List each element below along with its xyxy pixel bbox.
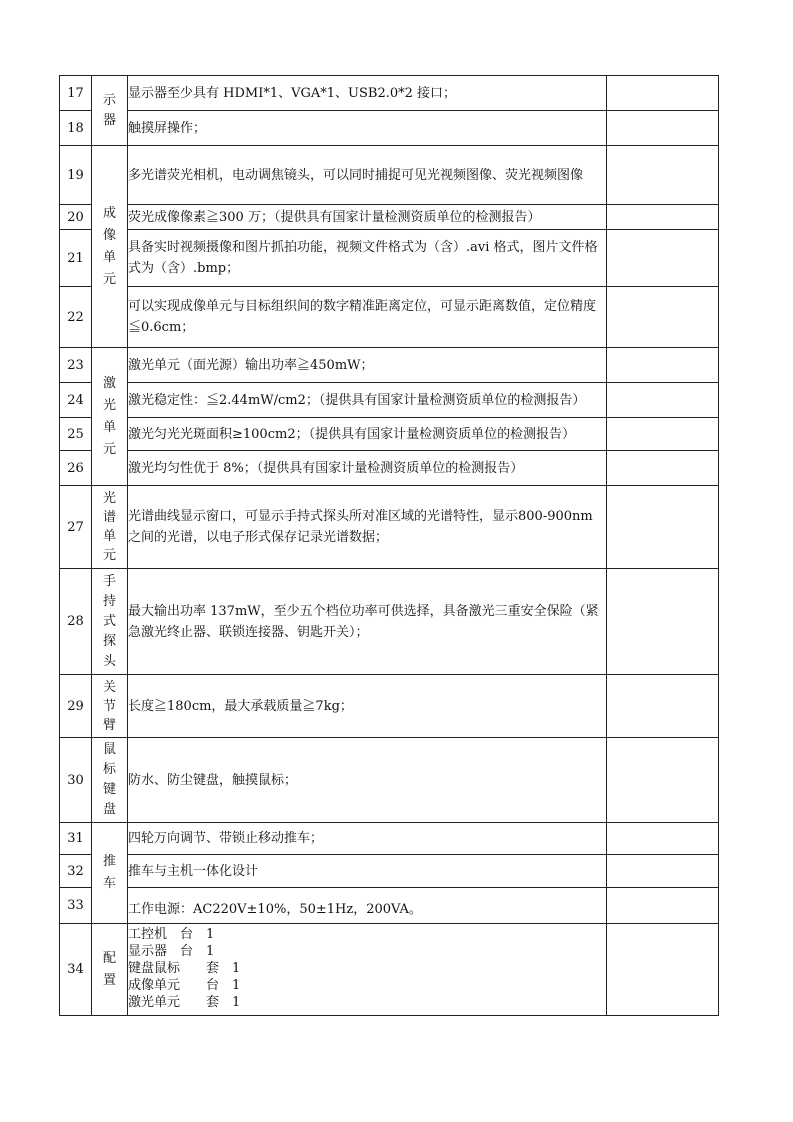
spec-table: [59, 75, 719, 1016]
spec-text: 触摸屏操作；: [128, 111, 607, 146]
spec-text: 激光稳定性：≦2.44mW/cm2；（提供具有国家计量检测资质单位的检测报告）: [128, 383, 607, 418]
row-number: 31: [60, 823, 92, 855]
row-number: 25: [60, 418, 92, 451]
category-label: 激光单元: [102, 375, 116, 457]
remark-cell: [607, 76, 719, 111]
table-row: [60, 111, 719, 146]
table-row: [60, 146, 719, 205]
remark-cell: [607, 738, 719, 823]
spec-text: 显示器至少具有 HDMI*1、VGA*1、USB2.0*2 接口；: [128, 76, 607, 111]
category-label: 鼠标键盘: [102, 742, 116, 817]
row-number: 22: [60, 287, 92, 348]
table-row: [60, 888, 719, 924]
remark-cell: [607, 569, 719, 675]
table-row: [60, 451, 719, 486]
spec-text: 可以实现成像单元与目标组织间的数字精准距离定位，可显示距离数值，定位精度≦0.6cm；: [128, 287, 607, 348]
config-item: 激光单元 套 1: [128, 995, 241, 1010]
category-keyboard: [92, 738, 128, 823]
spec-text: 工作电源：AC220V±10%，50±1Hz，200VA。: [128, 888, 607, 924]
row-number: 28: [60, 569, 92, 675]
spec-text: 光谱曲线显示窗口，可显示手持式探头所对准区域的光谱特性，显示800-900nm 之间的光谱，以电子形式保存记录光谱数据；: [128, 486, 607, 569]
spec-text: 防水、防尘键盘，触摸鼠标；: [128, 738, 607, 823]
spec-text: 激光单元（面光源）输出功率≧450mW；: [128, 348, 607, 383]
row-number: 33: [60, 888, 92, 924]
category-arm: [92, 675, 128, 738]
spec-text: 推车与主机一体化设计: [128, 855, 607, 888]
remark-cell: [607, 451, 719, 486]
remark-cell: [607, 348, 719, 383]
row-number: 20: [60, 205, 92, 230]
remark-cell: [607, 230, 719, 287]
category-laser: [92, 348, 128, 486]
category-cart: [92, 823, 128, 924]
row-number: 17: [60, 76, 92, 111]
spec-text: 荧光成像像素≧300 万；（提供具有国家计量检测资质单位的检测报告）: [128, 205, 607, 230]
category-label: 成像单元: [102, 205, 116, 287]
config-item: 显示器 台 1: [128, 944, 215, 959]
table-row: [60, 383, 719, 418]
category-label: 配置: [102, 950, 116, 988]
table-row: [60, 855, 719, 888]
row-number: 27: [60, 486, 92, 569]
spec-text: 最大输出功率 137mW，至少五个档位功率可供选择，具备激光三重安全保险（紧急激光终止器、联锁连接器、钥匙开关）；: [128, 569, 607, 675]
category-label: 手持式探头: [102, 573, 116, 669]
category-spectrum: [92, 486, 128, 569]
remark-cell: [607, 418, 719, 451]
table-row: [60, 418, 719, 451]
row-number: 32: [60, 855, 92, 888]
table-row: [60, 823, 719, 855]
category-imaging: [92, 146, 128, 348]
row-number: 19: [60, 146, 92, 205]
row-number: 21: [60, 230, 92, 287]
row-number: 26: [60, 451, 92, 486]
table-row: [60, 486, 719, 569]
remark-cell: [607, 205, 719, 230]
row-number: 34: [60, 924, 92, 1016]
remark-cell: [607, 675, 719, 738]
table-row: [60, 230, 719, 287]
table-row: [60, 76, 719, 111]
category-display: [92, 76, 128, 146]
remark-cell: [607, 146, 719, 205]
table-row: [60, 738, 719, 823]
remark-cell: [607, 888, 719, 924]
table-row: [60, 348, 719, 383]
spec-text: 多光谱荧光相机，电动调焦镜头，可以同时捕捉可见光视频图像、荧光视频图像: [128, 146, 607, 205]
remark-cell: [607, 924, 719, 1016]
row-number: 18: [60, 111, 92, 146]
config-item: 工控机 台 1: [128, 927, 215, 942]
spec-text: 长度≧180cm，最大承载质量≧7kg；: [128, 675, 607, 738]
table-row: [60, 205, 719, 230]
spec-text: 激光匀光光斑面积≥100cm2；（提供具有国家计量检测资质单位的检测报告）: [128, 418, 607, 451]
config-item: 键盘鼠标 套 1: [128, 961, 241, 976]
spec-text: 激光均匀性优于 8%；（提供具有国家计量检测资质单位的检测报告）: [128, 451, 607, 486]
remark-cell: [607, 486, 719, 569]
table-row: [60, 675, 719, 738]
category-probe: [92, 569, 128, 675]
row-number: 29: [60, 675, 92, 738]
remark-cell: [607, 823, 719, 855]
category-config: [92, 924, 128, 1016]
spec-text: 具备实时视频摄像和图片抓拍功能，视频文件格式为（含）.avi 格式，图片文件格式为（含）.bmp；: [128, 230, 607, 287]
category-label: 光谱单元: [102, 491, 116, 563]
spec-text: 四轮万向调节、带锁止移动推车；: [128, 823, 607, 855]
row-number: 30: [60, 738, 92, 823]
category-label: 关节臂: [102, 679, 116, 733]
remark-cell: [607, 855, 719, 888]
row-number: 23: [60, 348, 92, 383]
remark-cell: [607, 383, 719, 418]
remark-cell: [607, 111, 719, 146]
table-row: [60, 287, 719, 348]
row-number: 24: [60, 383, 92, 418]
config-list: [128, 924, 607, 1016]
category-label: 推车: [102, 854, 116, 891]
category-label: 示器: [102, 92, 116, 128]
table-row: [60, 924, 719, 1016]
remark-cell: [607, 287, 719, 348]
table-row: [60, 569, 719, 675]
config-item: 成像单元 台 1: [128, 978, 241, 993]
